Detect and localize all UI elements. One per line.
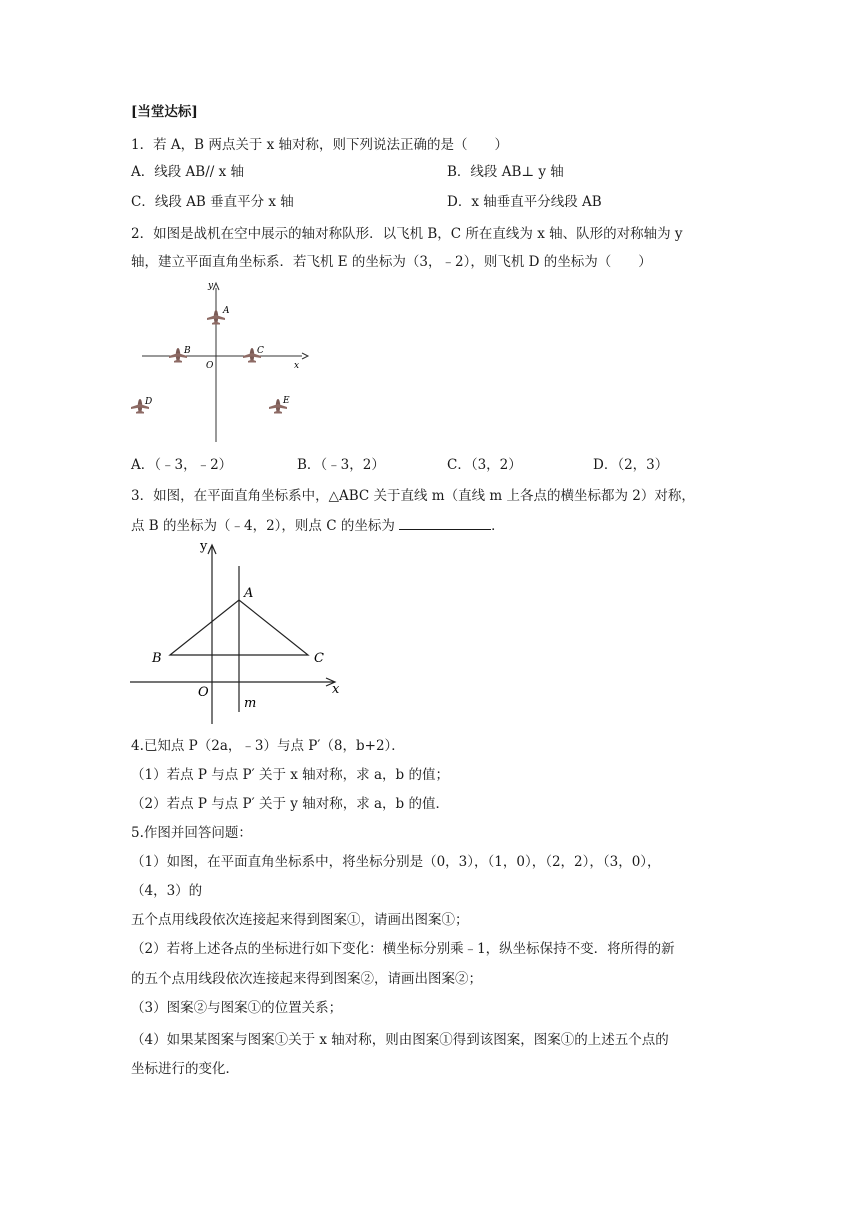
y-axis-label: y [208, 281, 214, 291]
origin-label: O [198, 685, 209, 700]
x-axis-label: x [332, 682, 340, 697]
q5-part1-line2: （4，3）的 [131, 883, 203, 899]
q5-part4-line1: （4）如果某图案与图案①关于 x 轴对称，则由图案①得到该图案，图案①的上述五个点的 [131, 1032, 669, 1048]
plane-b-label: B [184, 346, 191, 356]
line-m-label: m [244, 696, 257, 711]
plane-a-label: A [223, 306, 230, 316]
q4-stem: 4.已知点 P（2a，﹣3）与点 P′（8，b+2）． [131, 738, 405, 754]
q5-stem: 5.作图并回答问题： [131, 825, 252, 841]
x-axis-arrow [302, 353, 308, 359]
q3-stem-end: ． [491, 518, 505, 534]
q3-stem-text: 点 B 的坐标为（﹣4，2），则点 C 的坐标为 [131, 518, 395, 534]
q5-part4-line2: 坐标进行的变化． [131, 1061, 239, 1077]
q4-part2: （2）若点 P 与点 P′ 关于 y 轴对称，求 a，b 的值． [131, 796, 449, 812]
q3-figure [128, 538, 348, 726]
q2-option-b: B．（﹣3，2） [297, 457, 385, 473]
y-axis-label: y [200, 539, 208, 554]
q2-option-a: A．（﹣3，﹣2） [131, 457, 233, 473]
q5-part2-line2: 的五个点用线段依次连接起来得到图案②，请画出图案②； [131, 971, 482, 987]
q4-part1: （1）若点 P 与点 P′ 关于 x 轴对称，求 a，b 的值； [131, 767, 449, 783]
plane-e-label: E [283, 396, 290, 406]
q2-stem-line1: 2．如图是战机在空中展示的轴对称队形．以飞机 B，C 所在直线为 x 轴、队形的对称轴为 y [131, 226, 683, 242]
section-heading: [当堂达标] [131, 104, 198, 120]
q1-option-d: D．x 轴垂直平分线段 AB [447, 194, 602, 210]
x-axis-label: x [294, 361, 300, 371]
q2-option-d: D．（2，3） [593, 457, 669, 473]
point-b-label: B [152, 651, 162, 666]
q3-stem-line2 [131, 517, 505, 535]
q5-part1-line3: 五个点用线段依次连接起来得到图案①，请画出图案①； [131, 912, 469, 928]
q3-answer-blank[interactable] [399, 517, 491, 530]
point-a-label: A [244, 586, 254, 601]
q2-option-c: C．（3，2） [447, 457, 522, 473]
q5-part2-line1: （2）若将上述各点的坐标进行如下变化：横坐标分别乘﹣1，纵坐标保持不变．将所得的新 [131, 941, 675, 957]
q2-stem-line2: 轴，建立平面直角坐标系．若飞机 E 的坐标为（3，﹣2），则飞机 D 的坐标为（ ） [131, 254, 652, 270]
q3-stem-line1: 3．如图，在平面直角坐标系中，△ABC 关于直线 m（直线 m 上各点的横坐标都为 2）对称， [131, 488, 695, 504]
plane-c-label: C [257, 346, 264, 356]
q1-stem: 1．若 A，B 两点关于 x 轴对称，则下列说法正确的是（ ） [131, 137, 509, 153]
q5-part3: （3）图案②与图案①的位置关系； [131, 1000, 343, 1016]
q5-part1-line1: （1）如图，在平面直角坐标系中，将坐标分别是（0，3），（1，0），（2，2），（3，0）， [131, 854, 661, 870]
point-c-label: C [314, 651, 324, 666]
q1-option-a: A．线段 AB// x 轴 [131, 164, 245, 180]
q1-option-c: C．线段 AB 垂直平分 x 轴 [131, 194, 294, 210]
q2-figure [128, 276, 313, 448]
plane-d-label: D [145, 397, 153, 407]
origin-label: O [206, 361, 214, 371]
q1-option-b: B．线段 AB⊥ y 轴 [447, 164, 564, 180]
